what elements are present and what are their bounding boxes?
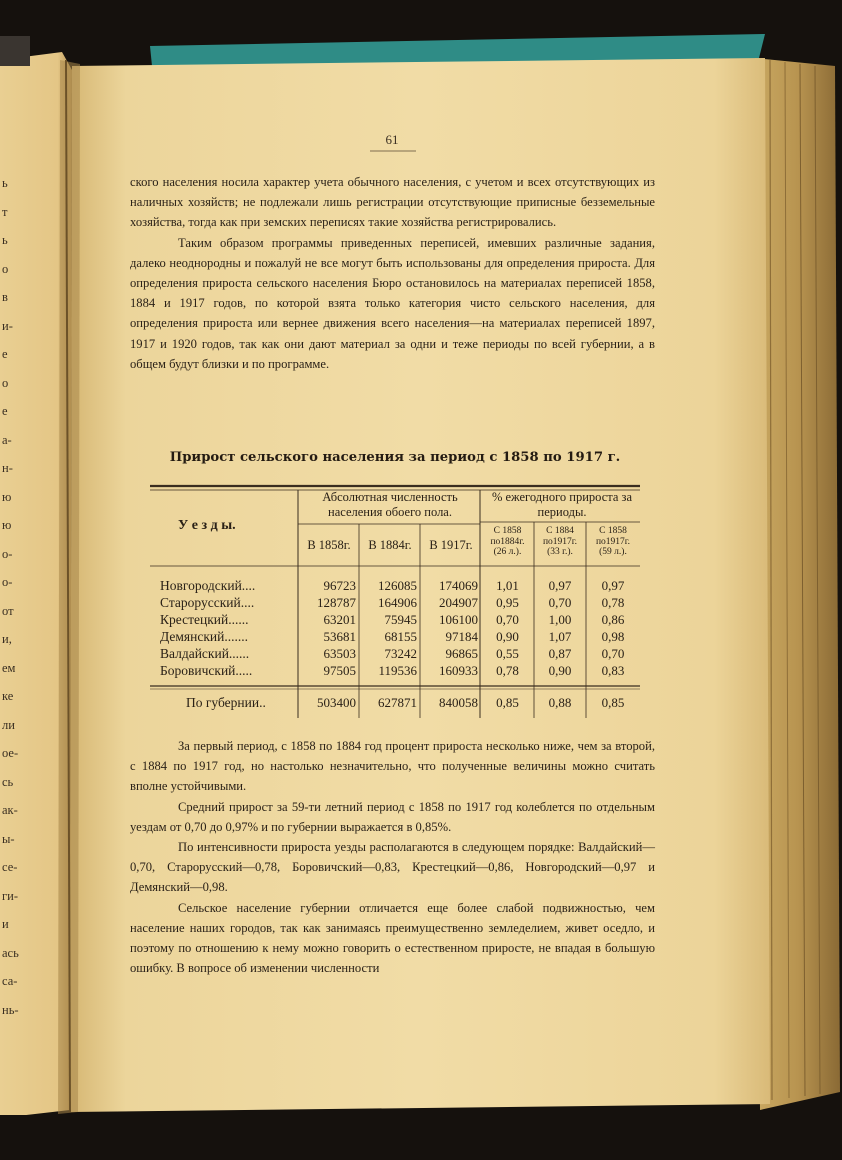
paragraph-5: По интенсивности прироста уезды располагаются в следующем порядке: Валдайский—0,70, Старорусский—0,78, Боровичский—0,83, Крестецкий—0,86, Новгородский—0,97 и Демянский—0,98. — [130, 840, 655, 895]
cell-p2: 0,97 — [548, 578, 572, 593]
left-page-fragment: ю — [2, 518, 12, 532]
cell-p1: 0,95 — [496, 595, 519, 610]
left-page-fragment: се- — [2, 860, 18, 874]
total-p2: 0,88 — [548, 695, 572, 710]
left-page-fragment: ги- — [2, 888, 18, 903]
cell-v1884: 126085 — [378, 578, 417, 593]
period-2-line-1: С 1884 — [546, 526, 574, 536]
column-header-district: У е з д ы. — [178, 518, 236, 533]
left-page-fragment: е — [2, 347, 8, 361]
total-p3: 0,85 — [601, 695, 625, 710]
period-3-line-3: (59 л.). — [599, 547, 627, 557]
period-3-line-2: по1917г. — [595, 536, 631, 547]
paragraph-6: Сельское население губернии отличается еще более слабой подвижностью, чем население наших городов, так как занимаясь преимущественно земледелием, живет оседло, и поэтому по отношению к нему можно говорить о естественном приросте, не впадая в большую ошибку. В вопросе об изменении численности — [130, 900, 655, 976]
left-page-fragment: и — [2, 917, 9, 931]
cell-p2: 1,07 — [548, 629, 572, 644]
column-header-period-1 — [481, 526, 534, 558]
column-header-1858: В 1858г. — [307, 538, 351, 552]
total-row-name: По губернии.. — [186, 695, 266, 710]
paragraph-3: За первый период, с 1858 по 1884 год процент прироста несколько ниже, чем за второй, с 1884 по 1917 год, но настолько незначительно, что полученные величины можно считать вполне устойчивыми. — [130, 739, 655, 794]
cell-p3: 0,70 — [601, 646, 625, 661]
column-header-1917: В 1917г. — [429, 538, 473, 552]
cell-v1884: 73242 — [384, 646, 417, 661]
left-page-fragment: ь — [2, 233, 8, 247]
cell-p1: 0,70 — [496, 612, 519, 627]
cell-v1917: 96865 — [445, 646, 478, 661]
left-page-fragment: н- — [2, 461, 13, 475]
column-header-1884: В 1884г. — [368, 538, 412, 552]
left-page-fragment: са- — [2, 974, 18, 988]
table-title: Прирост сельского населения за период с 1858 по 1917 г. — [169, 450, 621, 465]
cell-v1858: 63201 — [323, 612, 356, 627]
total-1917: 840058 — [439, 695, 478, 710]
paragraph-1: ского населения носила характер учета обычного населения, с учетом и всех отсутствующих из наличных хозяйств; не подлежали лишь регистрации отсутствующие приписные безземельные хозяйства, тогда как при земских переписях такие хозяйства регистрировались. — [130, 175, 655, 230]
left-page-fragment: нь- — [2, 1002, 19, 1017]
paragraph-2: Таким образом программы приведенных переписей, имевших различные задания, далеко неоднородны и пожалуй не все могут быть использованы для определения прироста. Для определения прироста сельского населения Бюро остановилось на материалах переписей 1858, 1884 и 1917 годов, по которой взята только категория чисто сельского населения, для определения прироста или вернее движения всего населения—на материалах переписей 1897, 1917 и 1920 годов, так как они дают материал за одни и теже периоды по всей губернии, а в общем будут близки и по программе. — [130, 235, 655, 371]
left-page-fragment: т — [2, 204, 8, 219]
left-page-fragment: и, — [2, 632, 12, 646]
cell-p3: 0,83 — [601, 663, 625, 678]
cell-p2: 0,70 — [548, 595, 572, 610]
cell-p2: 0,90 — [548, 663, 572, 678]
cell-v1884: 119536 — [378, 663, 417, 678]
cell-p2: 0,87 — [548, 646, 572, 661]
left-page-fragment: е — [2, 404, 8, 418]
left-page-fragment: о- — [2, 575, 13, 589]
left-page-fragment: а- — [2, 432, 12, 447]
page-number: 61 — [385, 132, 399, 147]
cell-v1917: 204907 — [439, 595, 478, 610]
period-1-line-1: С 1858 — [493, 526, 522, 536]
left-page-fragment: в — [2, 290, 8, 304]
period-2-line-2: по1917г. — [542, 536, 578, 547]
cell-v1917: 106100 — [439, 612, 478, 627]
cell-name: Валдайский...... — [160, 646, 250, 661]
cell-p3: 0,86 — [601, 612, 625, 627]
total-1858: 503400 — [317, 695, 356, 710]
left-page-fragment: о — [2, 375, 9, 390]
left-page-fragment: ем — [2, 660, 16, 675]
cell-name: Новгородский.... — [160, 578, 256, 593]
period-1-line-3: (26 л.). — [493, 547, 522, 557]
cell-v1884: 68155 — [384, 629, 417, 644]
period-3-line-1: С 1858 — [599, 526, 627, 536]
left-page-fragment: сь — [2, 774, 14, 789]
total-p1: 0,85 — [496, 695, 519, 710]
column-group-absolute: Абсолютная численность населения обоего пола. — [322, 490, 458, 519]
period-1-line-2: по1884г. — [490, 536, 525, 547]
cell-v1858: 128787 — [317, 595, 356, 610]
left-page-fragment: о- — [2, 546, 13, 561]
cell-v1917: 174069 — [439, 578, 478, 593]
left-page-fragment: ась — [2, 945, 19, 960]
cell-p3: 0,78 — [601, 595, 625, 610]
left-page-fragment: ое- — [2, 746, 19, 760]
cell-v1858: 53681 — [323, 629, 356, 644]
cell-name: Старорусский.... — [160, 595, 255, 610]
column-header-period-2 — [534, 526, 586, 558]
total-1884: 627871 — [378, 695, 417, 710]
cell-name: Боровичский..... — [160, 663, 253, 678]
period-2-line-3: (33 г.). — [547, 547, 573, 557]
cell-p1: 0,55 — [496, 646, 519, 661]
cell-p1: 0,90 — [496, 629, 519, 644]
column-header-period-3 — [586, 526, 640, 558]
cell-name: Крестецкий...... — [160, 612, 249, 627]
body-text-bottom — [130, 736, 655, 978]
cell-v1858: 96723 — [323, 578, 356, 593]
left-page-fragment: от — [2, 603, 14, 618]
left-page-fragment: ь — [2, 176, 8, 190]
cell-v1884: 164906 — [378, 595, 417, 610]
paragraph-4: Средний прирост за 59-ти летний период с 1858 по 1917 год колеблется по отдельным уездам от 0,70 до 0,97% и по губернии выражается в 0,85%. — [130, 799, 655, 834]
left-page-fragment: о — [2, 261, 9, 276]
cell-p3: 0,97 — [601, 578, 625, 593]
cell-v1917: 97184 — [445, 629, 478, 644]
left-page-fragment: ы- — [2, 831, 15, 846]
left-page-fragment: ке — [2, 689, 14, 703]
cell-p3: 0,98 — [601, 629, 625, 644]
cell-v1884: 75945 — [384, 612, 417, 627]
cell-p2: 1,00 — [548, 612, 572, 627]
cell-name: Демянский....... — [160, 629, 248, 644]
column-group-percent: % ежегодного прироста за периоды. — [491, 490, 633, 519]
cell-p1: 0,78 — [496, 663, 519, 678]
left-page-fragment: и- — [2, 318, 13, 333]
cell-p1: 1,01 — [496, 578, 519, 593]
cell-v1917: 160933 — [439, 663, 478, 678]
cell-v1858: 97505 — [323, 663, 356, 678]
left-page-fragment: ю — [2, 489, 12, 504]
left-page-fragment: ак- — [2, 803, 18, 817]
cell-v1858: 63503 — [323, 646, 356, 661]
left-page-fragment: ли — [2, 717, 15, 732]
